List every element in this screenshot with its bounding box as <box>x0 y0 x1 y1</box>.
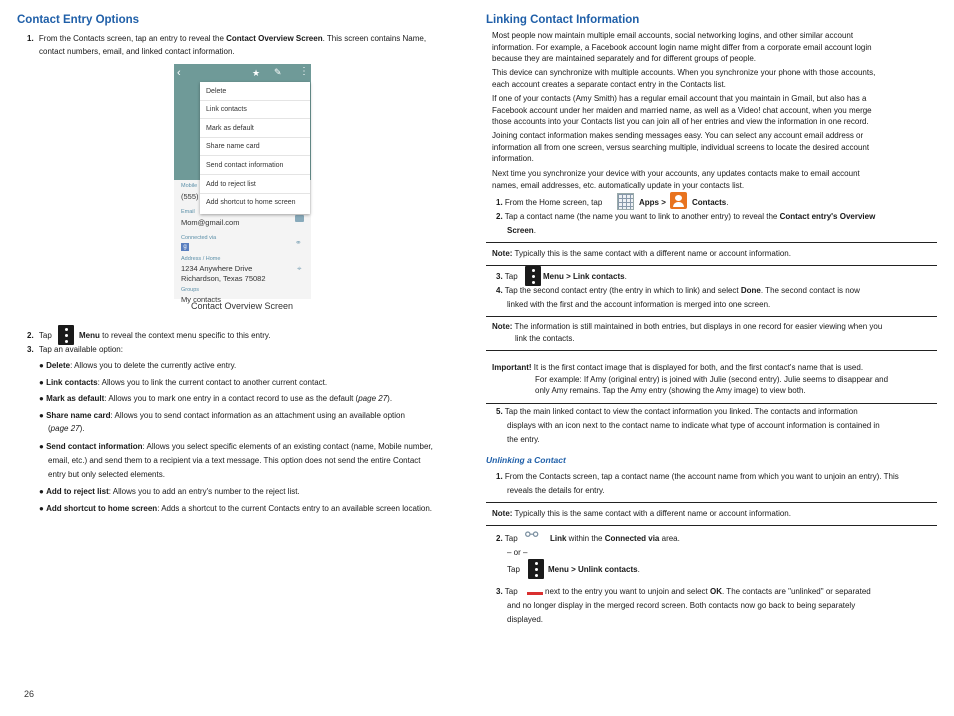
para-5: Next time you synchronize your device with your accounts, any updates contacts make to email account names, email addresses, etc. automatically update in your contacts list. <box>492 169 860 190</box>
step-1: 1. From the Contacts screen, tap an entry to reveal the Contact Overview Screen. This screen contains Name, <box>27 34 427 43</box>
menu-item-share-name-card[interactable]: Share name card <box>200 138 310 156</box>
location-icon[interactable]: ⌖ <box>297 264 302 273</box>
bullet-add-shortcut: ● Add shortcut to home screen: Adds a shortcut to the current Contacts entry to an available screen location. <box>39 504 433 513</box>
important-note-l3: only Amy remains. Tap the Amy entry (showing the Amy image) to view both. <box>535 386 806 395</box>
email-value[interactable]: Mom@gmail.com <box>181 218 240 227</box>
section-heading-contact-entry-options: Contact Entry Options <box>17 14 140 26</box>
link-icon: ⚯ <box>525 527 539 544</box>
link-step-1-contacts: Contacts. <box>692 198 729 207</box>
step-1-cont: contact numbers, email, and linked contact information. <box>39 47 235 56</box>
contacts-icon <box>670 192 687 209</box>
link-step-5-l2: displays with an icon next to the contact name to indicate what type of account information is contained in <box>507 421 880 430</box>
menu-item-delete[interactable]: Delete <box>200 83 310 101</box>
link-step-1: 1. From the Home screen, tap <box>496 198 603 207</box>
star-icon[interactable]: ★ <box>252 68 261 78</box>
unlink-step-2-text: Link within the Connected via area. <box>550 534 680 543</box>
menu-icon <box>525 266 541 286</box>
subheading-unlinking: Unlinking a Contact <box>486 455 566 465</box>
unlink-step-2-or: – or – <box>507 548 528 557</box>
bullet-delete: ● Delete: Allows you to delete the currently active entry. <box>39 361 237 370</box>
para-4: Joining contact information makes sending messages easy. You can select any account email address or information all from one screen, versus searching multiple, individual screens to locate the desired account information. <box>492 131 870 163</box>
important-note: Important! It is the first contact image that is displayed for both, and the first contact's name that is used. <box>492 363 864 372</box>
divider <box>486 502 937 503</box>
link-step-5: 5. Tap the main linked contact to view the contact information you linked. The contacts and information <box>496 407 858 416</box>
more-icon[interactable]: ⋮ <box>299 66 309 77</box>
menu-icon <box>58 325 74 345</box>
context-menu <box>200 82 310 214</box>
menu-item-link-contacts[interactable]: Link contacts <box>200 101 310 119</box>
divider <box>486 242 937 243</box>
bullet-share-name-card: ● Share name card: Allows you to send contact information as an attachment using an available option <box>39 411 405 420</box>
important-note-l2: For example: If Amy (original entry) is joined with Julie (second entry). Julie seems to disappear and <box>535 375 889 384</box>
unlink-step-3: 3. Tap <box>496 587 518 596</box>
bullet-send-contact-info-l3: entry but only selected elements. <box>48 470 165 479</box>
contact-overview-screenshot <box>174 64 311 304</box>
mobile-value: (555) <box>181 192 199 201</box>
divider <box>486 316 937 317</box>
unlink-step-2-tap: Tap <box>507 565 520 574</box>
groups-value: My contacts <box>181 295 222 304</box>
para-2: This device can synchronize with multiple accounts. When you synchronize your phone with those accounts, each account creates a separate contact entry in the Contacts list. <box>492 68 876 89</box>
link-step-2-cont: Screen. <box>507 226 536 235</box>
para-3: If one of your contacts (Amy Smith) has a regular email account that you maintain in Gmail, but also has a Facebook account under her maiden and married name, as well as a Video! chat account, when you merge those accounts into your Contacts list you can join all of her entries and view the information in one record. <box>492 94 872 126</box>
address-label: Address / Home <box>181 256 221 262</box>
bullet-send-contact-info-l2: email, etc.) and send them to a recipient via a text message. This option does not send the entire Contact <box>48 456 421 465</box>
step-2-text: Menu to reveal the context menu specific to this entry. <box>79 331 271 340</box>
link-icon[interactable]: ⚭ <box>295 238 302 247</box>
bullet-mark-as-default: ● Mark as default: Allows you to mark one entry in a contact record to use as the default (page 27). <box>39 394 393 403</box>
unlink-step-3-l2: and no longer display in the merged record screen. Both contacts now go back to being separately <box>507 601 856 610</box>
menu-item-mark-as-default[interactable]: Mark as default <box>200 120 310 138</box>
note-3: Note: Typically this is the same contact with a different name or account information. <box>492 509 791 518</box>
link-step-5-l3: the entry. <box>507 435 540 444</box>
divider <box>486 350 937 351</box>
menu-item-send-contact-info[interactable]: Send contact information <box>200 157 310 175</box>
section-heading-linking: Linking Contact Information <box>486 14 640 26</box>
link-step-3-text: Menu > Link contacts. <box>543 272 627 281</box>
unlink-step-1-cont: reveals the details for entry. <box>507 486 605 495</box>
divider <box>486 525 937 526</box>
para-1: Most people now maintain multiple email accounts, social networking logins, and other similar account information. For example, a Facebook account login name might differ from a corporate email account login because they are maintained separately and for different groups of people. <box>492 31 872 63</box>
menu-item-add-to-reject-list[interactable]: Add to reject list <box>200 176 310 194</box>
unlink-step-2: 2. Tap <box>496 534 518 543</box>
link-step-2: 2. Tap a contact name (the name you want to link to another entry) to reveal the Contact entry's Overview <box>496 212 876 221</box>
address-line-2: Richardson, Texas 75082 <box>181 274 266 283</box>
step-2: 2. Tap <box>27 331 52 340</box>
figure-caption: Contact Overview Screen <box>191 301 294 311</box>
connected-via-label: Connected via <box>181 235 217 241</box>
email-icon[interactable] <box>295 215 304 222</box>
address-line-1: 1234 Anywhere Drive <box>181 264 253 273</box>
step-3: 3. Tap an available option: <box>27 345 123 354</box>
minus-icon <box>527 592 543 595</box>
apps-icon <box>617 193 634 210</box>
divider <box>486 403 937 404</box>
page-number: 26 <box>24 689 35 699</box>
bullet-send-contact-info: ● Send contact information: Allows you select specific elements of an existing contact (name, Mobile number, <box>39 442 433 451</box>
menu-icon <box>528 559 544 579</box>
bullet-add-to-reject-list: ● Add to reject list: Allows you to add an entry's number to the reject list. <box>39 487 300 496</box>
edit-icon[interactable]: ✎ <box>274 67 282 77</box>
unlink-step-3-l3: displayed. <box>507 615 544 624</box>
account-icon[interactable]: g <box>181 243 189 251</box>
note-2-cont: link the contacts. <box>515 334 575 343</box>
email-label: Email <box>181 209 195 215</box>
mobile-label: Mobile <box>181 183 198 189</box>
unlink-step-3-text: next to the entry you want to unjoin and select OK. The contacts are "unlinked" or separated <box>545 587 871 596</box>
link-step-4: 4. Tap the second contact entry (the entry in which to link) and select Done. The second contact is now <box>496 286 860 295</box>
link-step-1-apps: Apps > <box>639 198 666 207</box>
bullet-share-name-card-cont: (page 27). <box>48 424 85 433</box>
note-1: Note: Typically this is the same contact with a different name or account information. <box>492 249 791 258</box>
groups-label: Groups <box>181 287 200 293</box>
menu-item-add-shortcut[interactable]: Add shortcut to home screen <box>206 199 296 206</box>
link-step-4-cont: linked with the first and the account information is merged into one screen. <box>507 300 771 309</box>
link-step-3: 3. Tap <box>496 272 518 281</box>
divider <box>486 265 937 266</box>
note-2: Note: The information is still maintained in both entries, but displays in one record for easier viewing when you <box>492 322 883 331</box>
unlink-step-1: 1. From the Contacts screen, tap a contact name (the account name from which you want to unjoin an entry). This <box>496 472 899 481</box>
unlink-step-2-menu: Menu > Unlink contacts. <box>548 565 640 574</box>
back-icon[interactable]: ‹ <box>177 67 181 79</box>
bullet-link-contacts: ● Link contacts: Allows you to link the current contact to another current contact. <box>39 378 328 387</box>
